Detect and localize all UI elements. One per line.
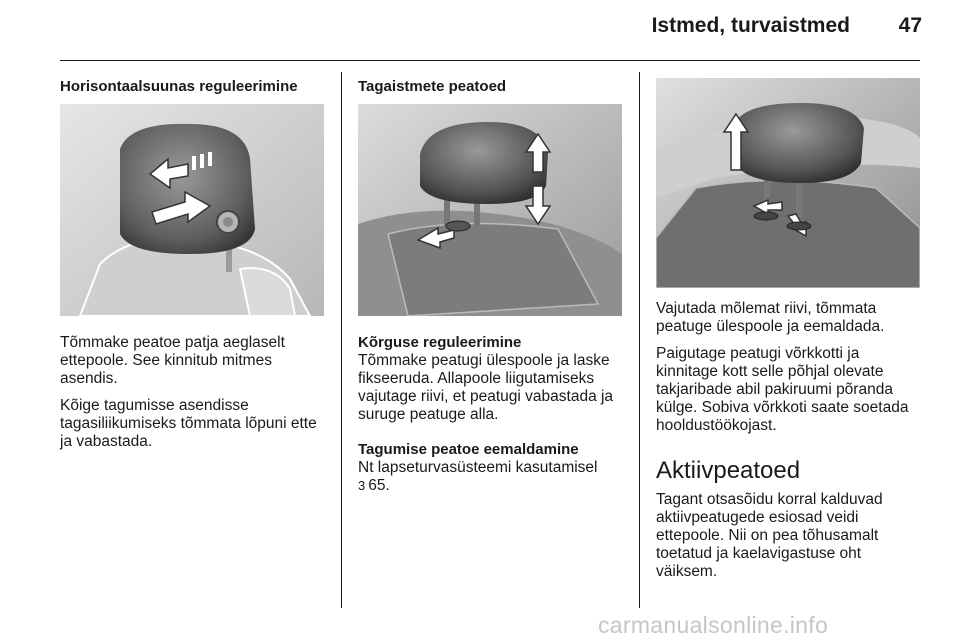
- paragraph: Kõige tagumisse asendisse tagasiliikumiseks tõmmata lõpuni ette ja vabastada.: [60, 397, 317, 450]
- paragraph: Tõmmake peatoe patja aeglaselt ettepoole. See kinnitub mitmes asendis.: [60, 334, 285, 387]
- column-2-text: [358, 334, 628, 495]
- subheading-height-adjust: Kõrguse reguleerimine: [358, 334, 522, 351]
- figure-rear-headrest-height: [358, 104, 622, 316]
- column-2: [358, 78, 626, 96]
- column-1-text: [60, 334, 330, 460]
- page-cross-reference[interactable]: [358, 477, 628, 495]
- paragraph: Vajutada mõlemat riivi, tõmmata peatuge ülespoole ja eemaldada.: [656, 300, 885, 335]
- page-number: 47: [898, 14, 922, 37]
- header-divider: [60, 60, 920, 61]
- figure-headrest-horizontal: [60, 104, 324, 316]
- paragraph: Nt lapseturvasüsteemi kasutamisel: [358, 459, 598, 476]
- cross-reference-page: 65.: [368, 477, 390, 494]
- column-divider-2: [639, 72, 640, 608]
- watermark: carmanualsonline.info: [598, 612, 829, 638]
- figure-rear-headrest-removal: [656, 78, 920, 288]
- column-1: [60, 78, 328, 96]
- subheading-removal: Tagumise peatoe eemaldamine: [358, 441, 579, 458]
- section-subheading: Horisontaalsuunas reguleerimine: [60, 78, 298, 95]
- cross-reference-arrow-icon: 3: [358, 478, 366, 493]
- paragraph: Tõmmake peatugi ülespoole ja laske fikseeruda. Allapoole liigutamiseks vajutage riivi, et peatugi vabastada ja suruge peatuge alla.: [358, 352, 614, 423]
- section-subheading: Tagaistmete peatoed: [358, 78, 507, 95]
- paragraph: Paigutage peatugi võrkkotti ja kinnitage kott selle põhjal olevate takjaribade abil pakiruumi põranda külge. Sobiva võrkkoti saate soetada hooldustöökojast.: [656, 345, 909, 434]
- paragraph: Tagant otsasõidu korral kalduvad aktiivpeatugede esiosad veidi ettepoole. Nii on pea tõhusamalt toetatud ja kaelavigastuse oht väiksem.: [656, 491, 883, 580]
- column-divider-1: [341, 72, 342, 608]
- section-heading: Aktiivpeatoed: [656, 457, 801, 484]
- page-header-title: Istmed, turvaistmed: [651, 14, 850, 37]
- column-3-text: [656, 300, 924, 590]
